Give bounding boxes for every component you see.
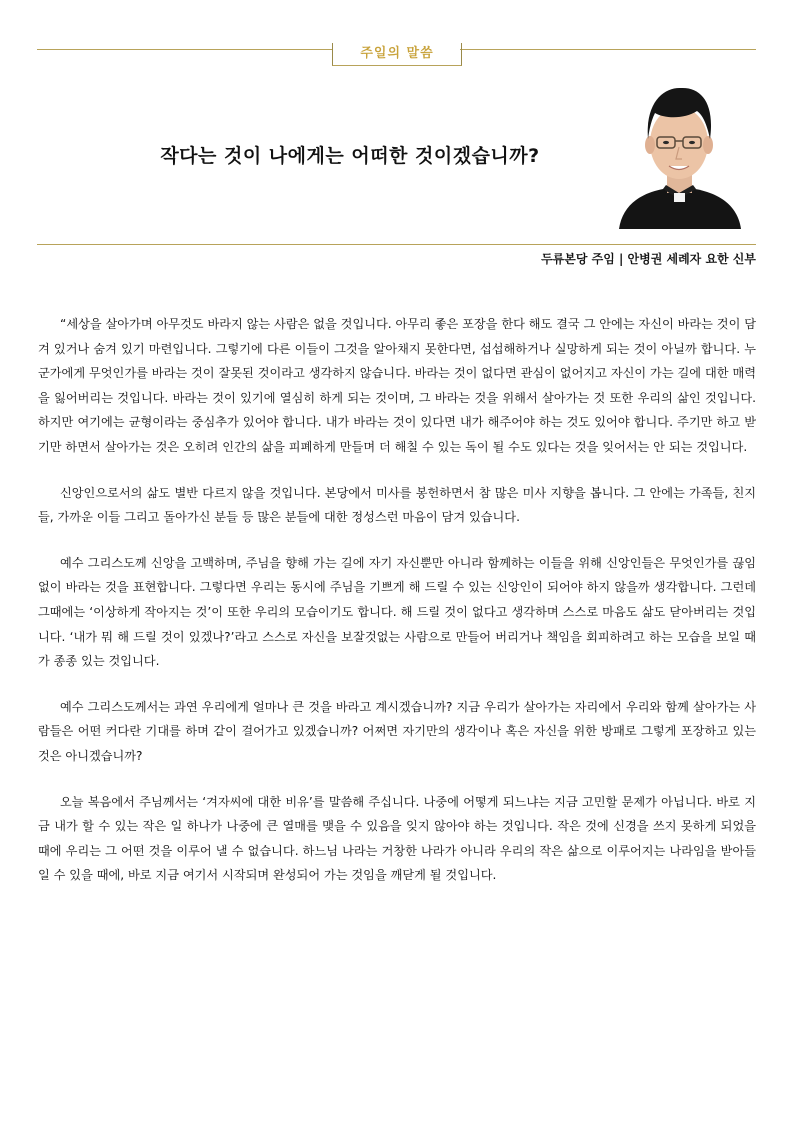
header-rule-left (37, 49, 332, 50)
byline: 두류본당 주임 | 안병권 세례자 요한 신부 (541, 252, 756, 266)
paragraph: 예수 그리스도께 신앙을 고백하며, 주님을 향해 가는 길에 자기 자신뿐만 아니라 함께하는 이들을 위해 신앙인들은 무엇인가를 끊임없이 바라는 것을 표현합니다. 그렇다면 우리는 동시에 주님을 기쁘게 해 드릴 수 있는 신앙인이 되어야 하지 않을까 생각합니다. 그런데 그때에는 ‘이상하게 작아지는 것’이 또한 우리의 모습이기도 합니다. 해 드릴 것이 없다고 생각하며 스스로 마음도 삶도 닫아버리는 것입니다. ‘내가 뭐 해 드릴 것이 있겠나?’라고 스스로 자신을 보잘것없는 사람으로 만들어 버리거나 책임을 회피하려고 하는 모습을 보일 때가 종종 있는 것입니다. (38, 555, 756, 669)
paragraph: 신앙인으로서의 삶도 별반 다르지 않을 것입니다. 본당에서 미사를 봉헌하면서 참 많은 미사 지향을 봅니다. 그 안에는 가족들, 친지들, 가까운 이들 그리고 돌아가신 분들 등 많은 분들에 대한 정성스런 마음이 담겨 있습니다. (38, 485, 756, 525)
paragraph: 예수 그리스도께서는 과연 우리에게 얼마나 큰 것을 바라고 계시겠습니까? 지금 우리가 살아가는 자리에서 우리와 함께 살아가는 사람들은 어떤 커다란 기대를 하며 같이 걸어가고 있겠습니까? 어쩌면 자기만의 생각이나 혹은 자신을 위한 방패로 그렇게 포장하고 있는 것은 아니겠습니까? (38, 699, 756, 763)
title-rule (37, 244, 756, 245)
paragraph: 오늘 복음에서 주님께서는 ‘겨자씨에 대한 비유’를 말씀해 주십니다. 나중에 어떻게 되느냐는 지금 고민할 문제가 아닙니다. 바로 지금 내가 할 수 있는 작은 일 하나가 나중에 큰 열매를 맺을 수 있음을 잊지 않아야 하는 것입니다. 작은 것에 신경을 쓰지 못하게 되었을 때에 우리는 그 어떤 것을 이루어 낼 수 없습니다. 하느님 나라는 거창한 나라가 아니라 우리의 작은 삶으로 이루어지는 나라임을 받아들일 수 있을 때에, 바로 지금 여기서 시작되며 완성되어 가는 것임을 깨닫게 될 것입니다. (38, 794, 756, 883)
paragraph: “세상을 살아가며 아무것도 바라지 않는 사람은 없을 것입니다. 아무리 좋은 포장을 한다 해도 결국 그 안에는 자신이 바라는 것이 담겨 있거나 숨겨 있기 마련입니다. 그렇기에 다른 이들이 그것을 알아채지 못한다면, 섭섭해하거나 실망하게 되는 것이 아닐까 합니다. 누군가에게 무엇인가를 바라는 것이 잘못된 것이라고 생각하지 않습니다. 바라는 것이 없다면 관심이 없어지고 자신이 가는 길에 대한 매력을 잃어버리는 것입니다. 바라는 것이 있기에 열심히 하게 되는 것이며, 그 바라는 것을 위해서 살아가는 것 또한 우리의 삶인 것입니다. 하지만 여기에는 균형이라는 중심추가 있어야 합니다. 내가 바라는 것이 있다면 내가 해주어야 하는 것도 있어야 합니다. 주기만 하고 받기만 하면서 살아가는 것은 오히려 인간의 삶을 피폐하게 만들며 더 해칠 수 있는 독이 될 수도 있다는 것을 잊어서는 안 되는 것입니다. (38, 317, 756, 454)
priest-portrait-icon (617, 81, 742, 229)
header-rule-right (460, 49, 756, 50)
article-body (38, 312, 756, 909)
section-label: 주일의 말씀 (332, 43, 462, 66)
page-title: 작다는 것이 나에게는 어떠한 것이겠습니까? (160, 144, 540, 167)
